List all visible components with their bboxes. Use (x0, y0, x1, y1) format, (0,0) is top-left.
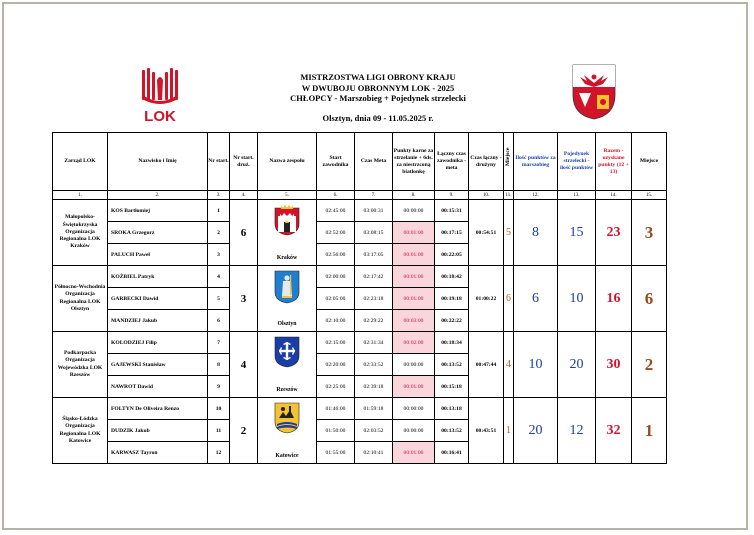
start-time: 02:05:00 (317, 288, 355, 310)
march-points: 6 (514, 266, 558, 332)
penalty-time: 00:01:00 (393, 288, 435, 310)
meta-time: 03:17:05 (355, 244, 393, 266)
shoot-points: 20 (558, 332, 596, 398)
meta-time: 02:17:42 (355, 266, 393, 288)
athlete-name: NAWROT Dawid (108, 376, 208, 398)
col-index: 3. (208, 191, 230, 200)
start-number: 10 (208, 398, 230, 420)
penalty-time: 00:00:00 (393, 354, 435, 376)
start-number: 6 (208, 310, 230, 332)
athlete-name: SROKA Grzegorz (108, 222, 208, 244)
col-header-start-time: Start zawodnika (317, 133, 355, 191)
penalty-time: 00:01:00 (393, 244, 435, 266)
team-time: 00:47:44 (469, 332, 504, 398)
lok-logo-text: LOK (144, 108, 176, 124)
col-index: 2. (108, 191, 208, 200)
table-row (53, 266, 667, 288)
total-points: 23 (596, 200, 632, 266)
col-index: 1. (53, 191, 108, 200)
region-name: Podkarpacka Organizacja Wojewódzka LOK Rzeszów (53, 332, 108, 398)
athlete-name: GARBECKI Dawid (108, 288, 208, 310)
shoot-points: 10 (558, 266, 596, 332)
athlete-total-time: 00:16:41 (435, 442, 469, 464)
total-points: 30 (596, 332, 632, 398)
penalty-time: 00:00:00 (393, 200, 435, 222)
table-row (53, 398, 667, 420)
athlete-total-time: 00:19:18 (435, 288, 469, 310)
athlete-name: KOS Bartłomiej (108, 200, 208, 222)
team-place: 4 (504, 332, 514, 398)
results-table (52, 132, 667, 464)
athlete-total-time: 00:17:15 (435, 222, 469, 244)
warmia-mazury-coat-icon (571, 63, 617, 121)
col-index: 13. (558, 191, 596, 200)
col-index: 5. (258, 191, 317, 200)
katowice-crest-icon (274, 402, 300, 434)
athlete-name: FOLTYN De Oliveira Renzo (108, 398, 208, 420)
col-index: 6. (317, 191, 355, 200)
start-time: 02:25:00 (317, 376, 355, 398)
march-points: 10 (514, 332, 558, 398)
start-time: 02:00:00 (317, 266, 355, 288)
athlete-total-time: 00:13:52 (435, 354, 469, 376)
athlete-name: PALUCH Paweł (108, 244, 208, 266)
title-line-2: W DWUBOJU OBRONNYM LOK - 2025 (301, 82, 455, 93)
start-time: 02:20:00 (317, 354, 355, 376)
start-number: 1 (208, 200, 230, 222)
athlete-name: KOŻBIEL Patryk (108, 266, 208, 288)
team-city: Rzeszów (276, 387, 298, 393)
start-number: 4 (208, 266, 230, 288)
col-index: 14. (596, 191, 632, 200)
shoot-points: 12 (558, 398, 596, 464)
region-name: Małopolsko-Świętokrzyska Organizacja Regionalna LOK Kraków (53, 200, 108, 266)
start-time: 01:50:00 (317, 420, 355, 442)
meta-time: 02:10:41 (355, 442, 393, 464)
start-number: 5 (208, 288, 230, 310)
column-index-row (53, 191, 667, 200)
athlete-name: MANDZIEJ Jakub (108, 310, 208, 332)
olsztyn-crest-icon (274, 270, 300, 304)
team-time: 00:43:51 (469, 398, 504, 464)
lok-logo (140, 66, 180, 124)
shoot-points: 15 (558, 200, 596, 266)
table-row (53, 200, 667, 222)
title-line-3: CHŁOPCY - Marszobieg + Pojedynek strzelecki (290, 93, 466, 103)
krakow-crest-icon (274, 204, 300, 236)
col-index: 10. (469, 191, 504, 200)
col-header-region: Zarząd LOK (53, 133, 108, 191)
penalty-time: 00:00:00 (393, 398, 435, 420)
athlete-name: KARWASZ Tayron (108, 442, 208, 464)
col-header-team-time: Czas łączny - drużyny (469, 133, 504, 191)
total-points: 32 (596, 398, 632, 464)
team-number: 4 (230, 332, 258, 398)
col-header-march-points: Ilość punktów za marszobieg (514, 133, 558, 191)
meta-time: 02:39:18 (355, 376, 393, 398)
start-number: 11 (208, 420, 230, 442)
penalty-time: 00:01:00 (393, 442, 435, 464)
athlete-total-time: 00:22:05 (435, 244, 469, 266)
total-points: 16 (596, 266, 632, 332)
event-date: Olsztyn, dnia 09 - 11.05.2025 r. (322, 112, 434, 123)
table-row (53, 332, 667, 354)
penalty-time: 00:01:00 (393, 266, 435, 288)
col-header-place-label: Miejsce (505, 147, 511, 166)
col-header-place (504, 133, 514, 191)
team-name-cell (258, 266, 317, 332)
team-time: 01:00:22 (469, 266, 504, 332)
col-index: 11. (505, 192, 512, 198)
header-row (53, 133, 667, 191)
rzeszow-crest-icon (274, 336, 300, 368)
final-place: 2 (632, 332, 667, 398)
team-name-cell (258, 200, 317, 266)
team-name-cell (258, 332, 317, 398)
col-index: 8. (393, 191, 435, 200)
start-number: 7 (208, 332, 230, 354)
team-place: 1 (504, 398, 514, 464)
col-index: 7. (355, 191, 393, 200)
team-city: Olsztyn (277, 321, 297, 327)
team-place: 5 (504, 200, 514, 266)
col-header-name: Nazwisko i Imię (108, 133, 208, 191)
meta-time: 02:03:52 (355, 420, 393, 442)
meta-time: 03:08:15 (355, 222, 393, 244)
meta-time: 02:31:34 (355, 332, 393, 354)
col-header-total-points: Razem - uzyskane punkty (12 + 13) (596, 133, 632, 191)
col-header-meta-time: Czas Meta (355, 133, 393, 191)
athlete-total-time: 00:18:34 (435, 332, 469, 354)
athlete-total-time: 00:15:18 (435, 376, 469, 398)
march-points: 8 (514, 200, 558, 266)
final-place: 3 (632, 200, 667, 266)
col-header-team-no: Nr start. druż. (230, 133, 258, 191)
col-header-total-time: Łączny czas zawodnika - meta (435, 133, 469, 191)
document-header (230, 72, 526, 123)
region-name: Północno-Wschodnia Organizacja Regionalna LOK Olsztyn (53, 266, 108, 332)
start-number: 9 (208, 376, 230, 398)
start-time: 02:15:00 (317, 332, 355, 354)
team-number: 6 (230, 200, 258, 266)
athlete-total-time: 00:13:52 (435, 420, 469, 442)
col-index: 15. (632, 191, 667, 200)
final-place: 6 (632, 266, 667, 332)
team-city: Katowice (275, 453, 299, 459)
col-header-shoot-points: Pojedynek strzelecki - ilość punktów (558, 133, 596, 191)
meta-time: 02:23:18 (355, 288, 393, 310)
meta-time: 03:00:31 (355, 200, 393, 222)
col-header-penalty: Punkty karne za strzelanie + 6ds. za niestrzconą biatlonkę (393, 133, 435, 191)
penalty-time: 00:01:00 (393, 376, 435, 398)
athlete-total-time: 00:13:18 (435, 398, 469, 420)
athlete-name: GAJEWSKI Stanisław (108, 354, 208, 376)
start-time: 01:46:00 (317, 398, 355, 420)
team-name-cell (258, 398, 317, 464)
start-number: 8 (208, 354, 230, 376)
final-place: 1 (632, 398, 667, 464)
start-number: 3 (208, 244, 230, 266)
team-number: 2 (230, 398, 258, 464)
region-name: Śląsko-Łódzka Organizacja Regionalna LOK Katowice (53, 398, 108, 464)
team-time: 00:54:51 (469, 200, 504, 266)
team-number: 3 (230, 266, 258, 332)
col-index: 12. (514, 191, 558, 200)
col-index: 4. (230, 191, 258, 200)
penalty-time: 00:03:00 (393, 310, 435, 332)
meta-time: 02:33:52 (355, 354, 393, 376)
start-time: 02:10:00 (317, 310, 355, 332)
start-time: 02:56:00 (317, 244, 355, 266)
meta-time: 01:59:18 (355, 398, 393, 420)
col-index: 9. (435, 191, 469, 200)
start-time: 01:55:00 (317, 442, 355, 464)
start-time: 02:45:00 (317, 200, 355, 222)
col-header-team-name: Nazwa zespołu (258, 133, 317, 191)
start-number: 12 (208, 442, 230, 464)
meta-time: 02:29:22 (355, 310, 393, 332)
team-place: 6 (504, 266, 514, 332)
team-city: Kraków (276, 255, 298, 261)
athlete-name: KOLODZIEJ Filip (108, 332, 208, 354)
athlete-total-time: 00:22:22 (435, 310, 469, 332)
start-time: 02:52:00 (317, 222, 355, 244)
athlete-total-time: 00:18:42 (435, 266, 469, 288)
col-header-start-no: Nr start. (208, 133, 230, 191)
penalty-time: 00:02:00 (393, 332, 435, 354)
athlete-name: DUDZIK Jakub (108, 420, 208, 442)
title-line-1: MISTRZOSTWA LIGI OBRONY KRAJU (300, 72, 456, 82)
col-header-final-place: Miejsce (632, 133, 667, 191)
penalty-time: 00:00:00 (393, 420, 435, 442)
athlete-total-time: 00:15:31 (435, 200, 469, 222)
start-number: 2 (208, 222, 230, 244)
penalty-time: 00:01:00 (393, 222, 435, 244)
march-points: 20 (514, 398, 558, 464)
